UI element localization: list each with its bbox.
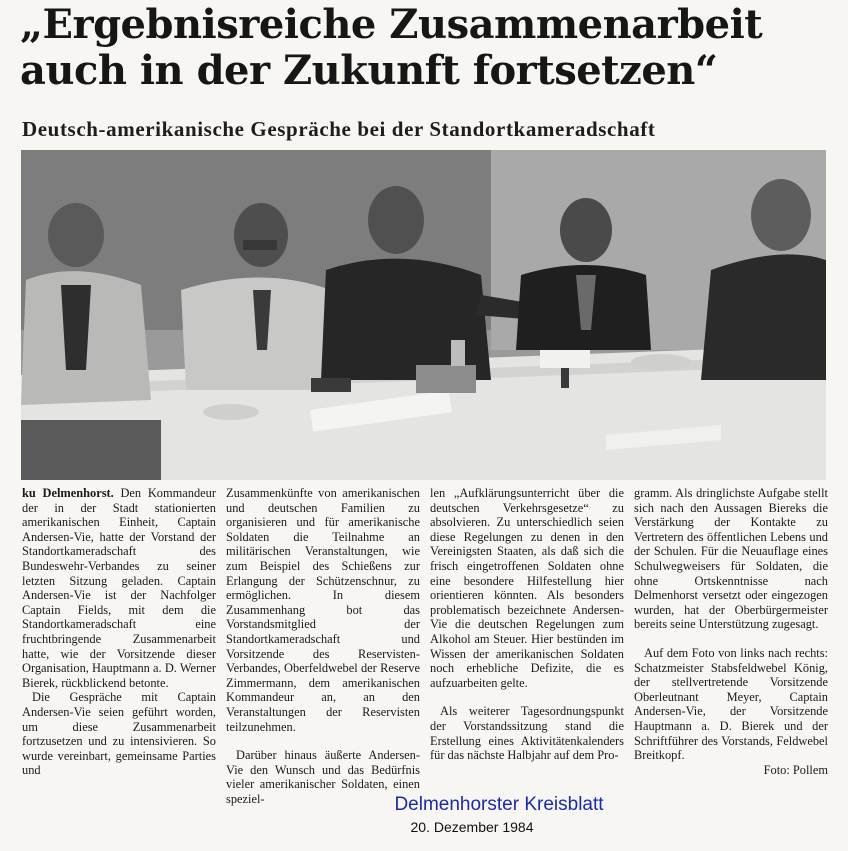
article-photo bbox=[21, 150, 826, 480]
article-paragraph: Als weiterer Tagesordnungspunkt der Vorstandssitzung stand die Erstellung eines Aktivitätenkalenders für das nächste Halbjahr auf dem Pro- bbox=[430, 704, 624, 763]
article-paragraph: len „Aufklärungsunterricht über die deutschen Verkehrsgesetze“ zu absolvieren. Zu unterschiedlich seien diese Regelungen zu denen in den Vereinigsten Staaten, als daß sich die frisch eingetroffenen Soldaten ohne eine besondere Hilfestellung hier orientieren könnten. Als besonders problematisch bezeichnete Andersen-Vie die deutschen Regelungen zum Alkohol am Steuer. Hier bestünden im Wissen der amerikanischen Soldaten noch erhebliche Defizite, die es aufzuarbeiten gelte. bbox=[430, 486, 624, 690]
article-dateline: ku Delmenhorst. bbox=[22, 486, 114, 500]
article-paragraph: ku Delmenhorst. Den Kommandeur der in der Stadt stationierten amerikanischen Einheit, Captain Andersen-Vie, hatte der Vorstand der Standortkameradschaft des Bundeswehr-Verbandes zu seiner letzten Sitzung geladen. Captain Andersen-Vie ist der Nachfolger Captain Fields, mit dem die Standortkameradschaft eine fruchtbringende Zusammenarbeit hatte, wie der Vorsitzende dieser Organisation, Hauptmann a. D. Werner Bierek, rückblickend betonte. bbox=[22, 486, 216, 690]
article-headline: „Ergebnisreiche Zusammenarbeit auch in der Zukunft fortsetzen“ bbox=[20, 1, 763, 94]
article-subheadline: Deutsch-amerikanische Gespräche bei der Standortkameradschaft bbox=[22, 117, 656, 141]
article-paragraph: Zusammenkünfte von amerikanischen und deutschen Familien zu organisieren und für amerikanische Soldaten die Teilnahme an militärischen Veranstaltungen, wie zum Beispiel des Schießens zur Erlangung der Schützenschnur, zu ermöglichen. In diesem Zusammenhang bot das Vorstandsmitglied der Standortkameradschaft und Vorsitzende des Reservisten-Verbandes, Oberfeldwebel der Reserve Zimmermann, dem amerikanischen Kommandeur an, an den Veranstaltungen der Reservisten teilzunehmen. bbox=[226, 486, 420, 734]
article-column-2 bbox=[226, 486, 420, 811]
article-column-4 bbox=[634, 486, 828, 811]
publication-name: Delmenhorster Kreisblatt bbox=[394, 794, 604, 815]
article-paragraph: Die Gespräche mit Captain Andersen-Vie seien geführt worden, um diese Zusammenarbeit fortzusetzen und zu intensivieren. So wurde vereinbart, gemeinsame Parties und bbox=[22, 690, 216, 778]
publication-date: 20. Dezember 1984 bbox=[410, 819, 534, 835]
photo-credit: Foto: Pollem bbox=[763, 762, 828, 777]
article-paragraph: Darüber hinaus äußerte Andersen-Vie den Wunsch und das Bedürfnis vieler amerikanischer Soldaten, einen speziel- bbox=[226, 748, 420, 806]
article-paragraph: gramm. Als dringlichste Aufgabe stellt sich nach den Aussagen Biereks die Verstärkung der Kontakte zu Vertretern des öffentlichen Lebens und der Schulen. Für die Neuauflage eines Schulwegweisers für Soldaten, die ohne Ortskenntnisse nach Delmenhorst versetzt oder eingezogen wurden, hat der Oberbürgermeister bereits seine Unterstützung zugesagt. bbox=[634, 486, 828, 632]
article-column-3 bbox=[430, 486, 624, 811]
article-body bbox=[22, 486, 828, 811]
photo-caption: Auf dem Foto von links nach rechts: Schatzmeister Stabsfeldwebel König, der stellvertretende Vorsitzende Oberleutnant Meyer, Captain Andersen-Vie, der Vorsitzende Hauptmann a. D. Bierek und der Schriftführer des Vorstands, Feldwebel Breitkopf. bbox=[634, 645, 828, 763]
article-column-1 bbox=[22, 486, 216, 811]
